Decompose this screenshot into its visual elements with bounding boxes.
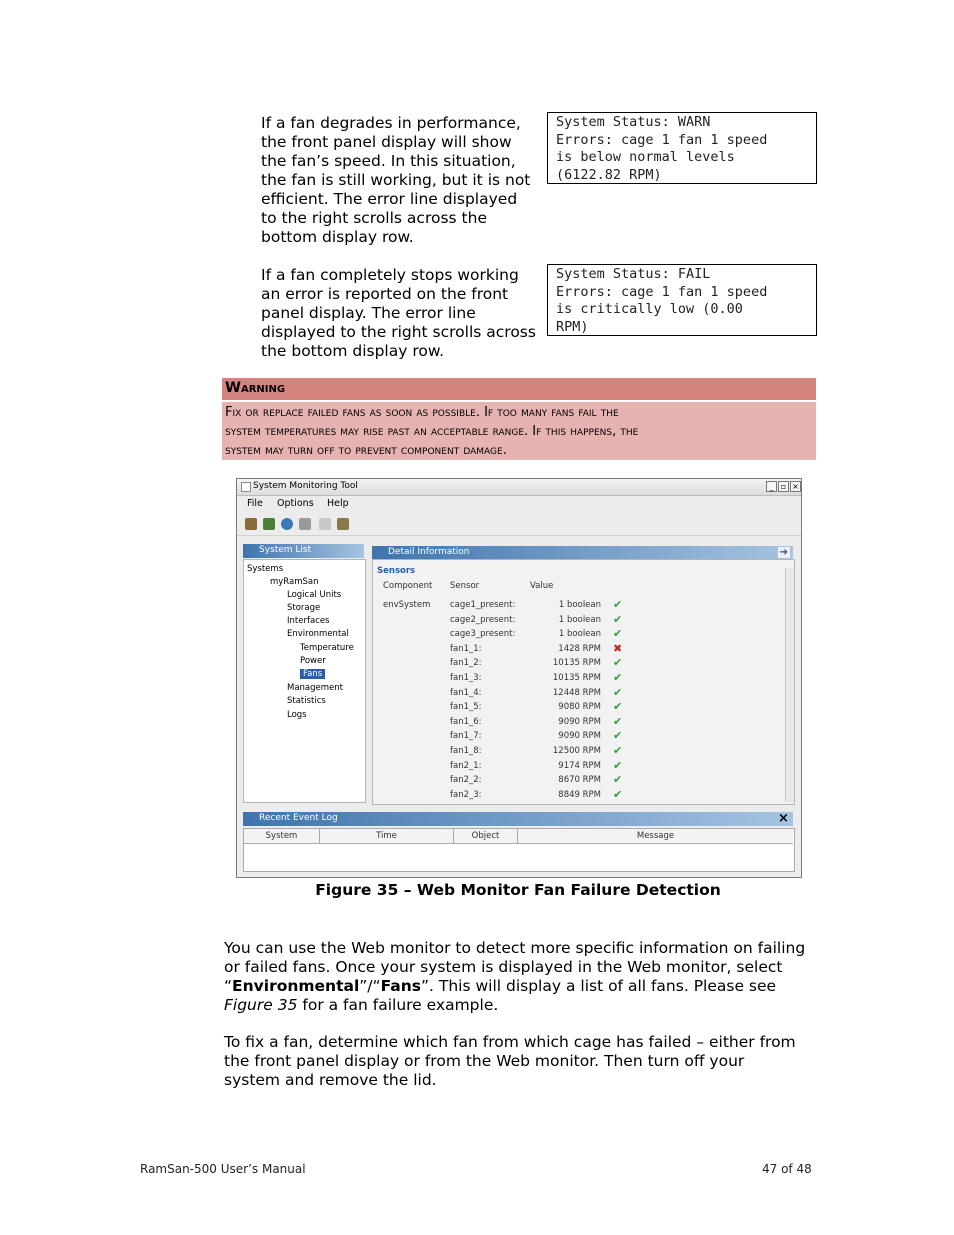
bullet-line: to the right scrolls across the [261,209,487,227]
text-run: ”/“ [359,977,381,995]
sensor-value: 1428 RPM [558,643,601,654]
sensor-name: fan1_6: [450,716,482,727]
bullet-line: the fan’s speed. In this situation, [261,152,516,170]
toolbar-icon-2[interactable] [263,518,275,530]
sensor-value: 9090 RPM [558,731,601,742]
minimize-button[interactable]: _ [766,481,777,492]
tree-item-environmental[interactable]: Environmental [287,629,349,639]
warning-line: system temperatures may rise past an acceptable range. If this happens, the [225,424,639,439]
display-line: is critically low (0.00 [556,301,743,317]
sensor-name: fan2_1: [450,760,482,771]
bullet-line: the front panel display will show [261,133,512,151]
sensor-name: cage2_present: [450,614,516,625]
checkmark-icon: ✔ [613,714,623,728]
checkmark-icon: ✔ [613,612,623,626]
text-run: ”. This will display a list of all fans. Please see [420,977,777,995]
event-log-title: Recent Event Log [259,813,338,823]
paragraph-line [224,977,776,996]
detail-panel [372,559,795,805]
checkmark-icon: ✔ [613,729,623,743]
bullet-line: If a fan degrades in performance, [261,114,521,132]
menu-bar [237,497,801,511]
bullet-line: the fan is still working, but it is not [261,171,531,189]
bullet-line: efficient. The error line displayed [261,190,518,208]
window-title: System Monitoring Tool [253,481,358,491]
display-line: Errors: cage 1 fan 1 speed [556,283,768,300]
tree-item-management[interactable]: Management [287,683,343,693]
sensor-value: 9080 RPM [558,702,601,713]
sensor-value: 12500 RPM [552,746,601,756]
menu-file[interactable]: File [247,498,263,509]
sensor-name: fan1_5: [450,702,482,713]
paragraph-line: To fix a fan, determine which fan from which cage has failed – either from [224,1033,796,1051]
front-panel-display-fail [547,264,817,336]
sensor-name: fan1_1: [450,643,482,654]
detail-header [372,546,793,560]
tree-item-storage[interactable]: Storage [287,603,321,613]
menu-options[interactable]: Options [277,498,314,509]
event-log-table [243,828,795,872]
display-line: RPM) [556,318,589,335]
bullet-line: the bottom display row. [261,342,445,360]
figure-reference: Figure 35 [224,996,298,1014]
warning-heading-text: Warning [225,380,286,396]
sensor-value: 9174 RPM [558,760,601,771]
front-panel-display-warn [547,112,817,184]
sensor-name: fan2_3: [450,789,482,800]
bullet-line: displayed to the right scrolls across [261,323,536,341]
bullet-line: an error is reported on the front [261,285,509,303]
system-list-header [243,544,364,558]
checkmark-icon: ✔ [613,787,623,801]
sensor-value: 8849 RPM [558,789,601,800]
paragraph-line: or failed fans. Once your system is displayed in the Web monitor, select [224,958,783,976]
warning-line: system may turn off to prevent component damage. [225,443,507,458]
sensor-name: fan2_2: [450,775,482,786]
monitoring-tool-screenshot [236,478,802,878]
tree-item-logical-units[interactable]: Logical Units [287,590,342,600]
display-line: System Status: WARN [556,114,711,130]
tree-item-logs[interactable]: Logs [287,710,307,720]
event-column-message[interactable]: Message [518,829,793,844]
sensor-value: 10135 RPM [552,658,601,669]
system-list-title: System List [259,545,312,555]
checkmark-icon: ✔ [613,758,623,772]
warning-heading [222,378,816,400]
globe-icon[interactable] [281,518,293,530]
checkmark-icon: ✔ [613,685,623,699]
checkmark-icon: ✔ [613,700,623,714]
display-line: System Status: FAIL [556,266,711,282]
window-titlebar [237,479,801,496]
footer-page-number: 47 of 48 [762,1162,812,1176]
bullet-text [261,114,530,247]
display-line: (6122.82 RPM) [556,166,662,183]
event-log-close-icon[interactable]: × [778,811,789,826]
sensors-title: Sensors [377,566,416,576]
tree-item-statistics[interactable]: Statistics [287,696,326,706]
toolbar-icon-5[interactable] [319,518,331,530]
close-button[interactable]: × [790,481,801,492]
footer-manual-title: RamSan-500 User’s Manual [140,1162,306,1176]
bullet-line: If a fan completely stops working [261,266,519,284]
checkmark-icon: ✔ [613,656,623,670]
bullet-line: bottom display row. [261,228,414,246]
display-line: is below normal levels [556,149,735,165]
tree-item-myramsan[interactable]: myRamSan [270,577,319,587]
paragraph-line: system and remove the lid. [224,1071,437,1089]
sensor-name: cage3_present: [450,629,516,640]
toolbar [237,515,801,536]
error-x-icon: ✖ [613,641,623,655]
sensor-value: 10135 RPM [552,673,601,683]
system-tree [243,559,366,803]
menu-help[interactable]: Help [327,498,349,509]
checkmark-icon: ✔ [613,627,623,641]
tree-item-fans[interactable]: Fans [300,669,325,679]
sensor-value: 8670 RPM [558,775,601,786]
checkmark-icon: ✔ [613,773,623,787]
sensor-value: 1 boolean [558,614,601,625]
sensor-name: cage1_present: [450,600,516,610]
paragraph-line: the front panel display or from the Web monitor. Then turn off your [224,1052,745,1070]
paragraph-line: You can use the Web monitor to detect more specific information on failing [224,939,806,957]
event-column-system[interactable]: System [244,829,320,844]
text-run: “ [224,977,233,995]
tree-item-temperature[interactable]: Temperature [300,643,354,653]
tree-item-interfaces[interactable]: Interfaces [287,616,330,626]
component-name: envSystem [383,600,431,610]
warning-body [222,402,816,460]
sensor-name: fan1_4: [450,687,482,698]
display-line: Errors: cage 1 fan 1 speed [556,131,768,148]
sensor-name: fan1_3: [450,673,482,683]
vertical-scrollbar[interactable] [785,568,794,802]
text-run: for a fan failure example. [297,996,499,1014]
fans-term: Fans [380,977,421,995]
window-icon [241,482,251,492]
environmental-term: Environmental [232,977,360,995]
warning-line: Fix or replace failed fans as soon as possible. If too many fans fail the [225,405,619,420]
checkmark-icon: ✔ [613,671,623,684]
toolbar-icon-1[interactable] [245,518,257,530]
column-sensor: Sensor [450,581,480,591]
paragraph-line [224,996,498,1015]
toolbar-icon-4[interactable] [299,518,311,530]
tree-item-power[interactable]: Power [300,656,326,666]
column-component: Component [383,581,433,591]
event-column-time[interactable]: Time [320,829,454,844]
bullet-text [261,266,536,361]
detail-title: Detail Information [388,547,470,557]
figure-caption: Figure 35 – Web Monitor Fan Failure Detection [315,881,721,899]
checkmark-icon: ✔ [613,744,623,757]
checkmark-icon: ✔ [613,598,623,611]
arrow-right-icon[interactable]: ➔ [779,547,788,558]
maximize-button[interactable]: ▫ [778,481,789,492]
event-column-object[interactable]: Object [454,829,518,844]
bullet-line: panel display. The error line [261,304,476,322]
column-value: Value [530,581,554,591]
sensor-value: 9090 RPM [558,716,601,727]
toolbar-icon-6[interactable] [337,518,349,530]
sensor-value: 1 boolean [558,600,601,610]
sensor-name: fan1_7: [450,731,482,742]
sensor-name: fan1_8: [450,746,482,756]
tree-item-systems[interactable]: Systems [247,564,284,574]
sensor-name: fan1_2: [450,658,482,669]
sensor-value: 12448 RPM [552,687,601,698]
event-log-header [243,812,793,826]
sensor-value: 1 boolean [558,629,601,640]
